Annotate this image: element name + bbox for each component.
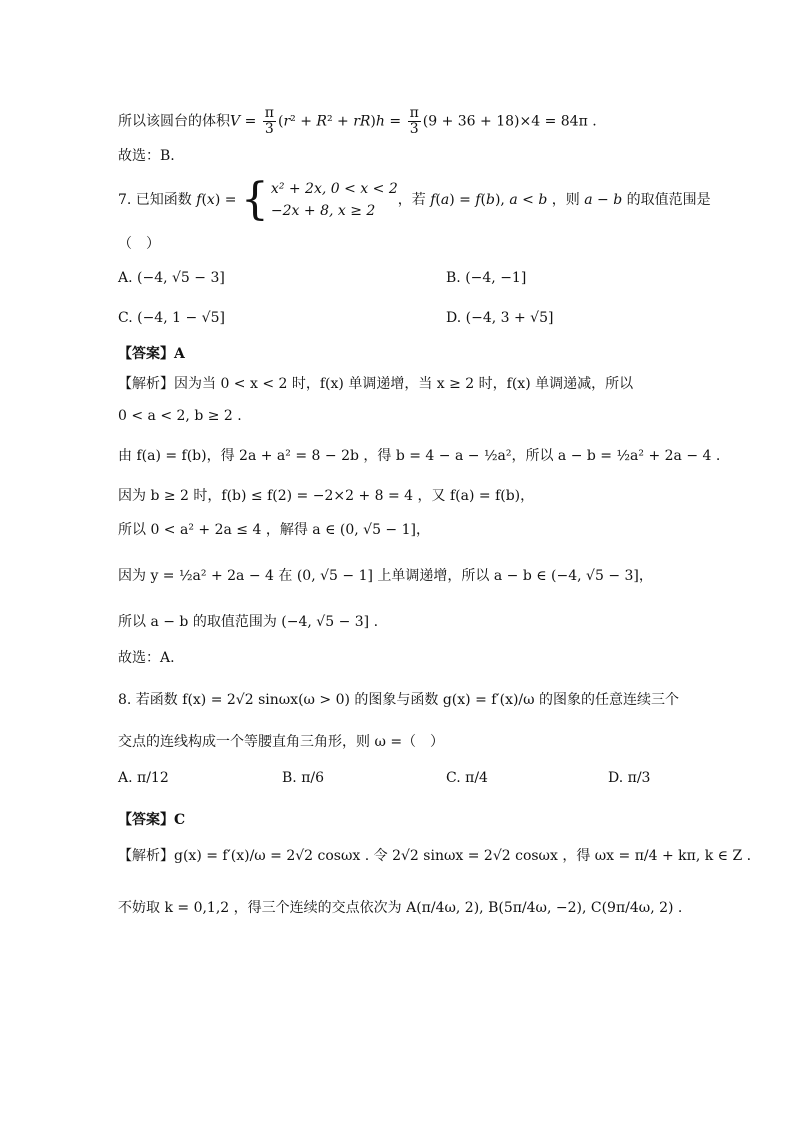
q7-analysis-1: 【解析】因为当 0 < x < 2 时，f(x) 单调递增，当 x ≥ 2 时，f(x) 单调递减，所以	[118, 376, 634, 392]
q7-analysis-6: 因为 y = ½a² + 2a − 4 在 (0, √5 − 1] 上单调递增，所以 a − b ∈ (−4, √5 − 3]，	[118, 568, 653, 584]
q7-stem: 7. 已知函数 f(x) = { x² + 2x, 0 < x < 2 −2x + 8, x ≥ 2 ，若 f(a) = f(b), a < b ，则 a − b 的取值范围是	[118, 174, 711, 225]
q8-stem-1: 8. 若函数 f(x) = 2√2 sinωx(ω > 0) 的图象与函数 g(x) = f′(x)/ω 的图象的任意连续三个	[118, 692, 680, 708]
q7-analysis-7: 所以 a − b 的取值范围为 (−4, √5 − 3] .	[118, 614, 379, 630]
q7-paren: （ ）	[118, 236, 160, 252]
q8-analysis-1: 【解析】g(x) = f′(x)/ω = 2√2 cosωx . 令 2√2 sinωx = 2√2 cosωx ，得 ωx = π/4 + kπ, k ∈ Z .	[118, 848, 752, 864]
q8-answer: 【答案】C	[118, 812, 186, 828]
q8-analysis-2: 不妨取 k = 0,1,2 ，得三个连续的交点依次为 A(π/4ω, 2), B(5π/4ω, −2), C(9π/4ω, 2) .	[118, 900, 683, 916]
q7-option-d: D. (−4, 3 + √5]	[446, 310, 554, 326]
q8-option-b: B. π/6	[282, 770, 325, 786]
q7-option-a: A. (−4, √5 − 3]	[118, 270, 225, 286]
q7-analysis-4: 因为 b ≥ 2 时，f(b) ≤ f(2) = −2×2 + 8 = 4 ，又 f(a) = f(b)，	[118, 488, 535, 504]
volume-conclusion: 所以该圆台的体积V = $\frac{\pi}{3}$ (r² + R² + rR)h = $\frac{\pi}{3}$ (9 + 36 + 18)×4 = 84π .	[118, 105, 597, 137]
q8-stem-2: 交点的连线构成一个等腰直角三角形，则 ω =（ ）	[118, 734, 445, 750]
q8-option-c: C. π/4	[446, 770, 488, 786]
q8-option-d: D. π/3	[608, 770, 651, 786]
q7-analysis-2: 0 < a < 2, b ≥ 2 .	[118, 408, 242, 424]
q7-choice: 故选：A.	[118, 650, 175, 666]
q7-analysis-5: 所以 0 < a² + 2a ≤ 4 ，解得 a ∈ (0, √5 − 1]，	[118, 522, 430, 538]
q8-option-a: A. π/12	[118, 770, 169, 786]
q7-analysis-3: 由 f(a) = f(b)，得 2a + a² = 8 − 2b ，得 b = 4 − a − ½a²，所以 a − b = ½a² + 2a − 4 .	[118, 448, 721, 464]
q7-option-c: C. (−4, 1 − √5]	[118, 310, 225, 326]
prev-choice: 故选：B.	[118, 148, 175, 164]
q7-answer: 【答案】A	[118, 346, 185, 362]
q7-option-b: B. (−4, −1]	[446, 270, 527, 286]
